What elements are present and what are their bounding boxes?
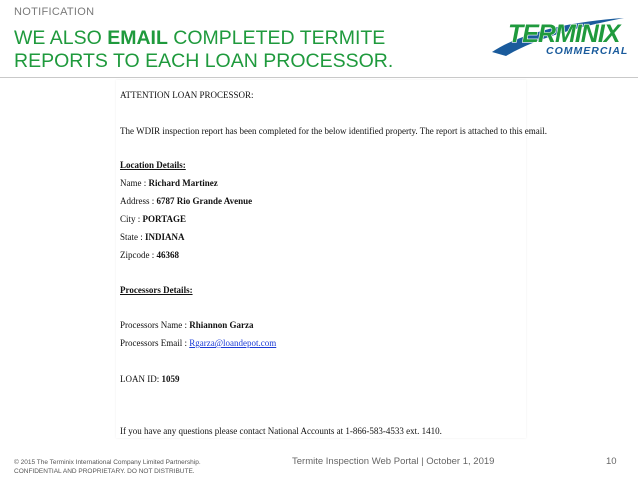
footer-legal [14,458,201,476]
location-address-value: 6787 Rio Grande Avenue [156,196,253,206]
logo-brand-text: TERMINIX [508,20,620,48]
terminix-commercial-logo [486,10,631,64]
location-address-label: Address : [120,196,157,206]
email-screenshot [116,80,547,438]
location-city-value: PORTAGE [142,214,187,224]
slide-headline [14,27,484,73]
loan-id-label: LOAN ID: [120,374,162,384]
location-zip-value: 46368 [156,250,179,260]
email-greeting: ATTENTION LOAN PROCESSOR: [120,90,254,100]
processor-details-heading: Processors Details: [120,285,193,295]
loan-id-row [120,374,180,384]
processor-email-row [120,338,276,348]
footer-confidential: CONFIDENTIAL AND PROPRIETARY. DO NOT DISTRIBUTE. [14,468,195,475]
email-closing: If you have any questions please contact National Accounts at 1-866-583-4533 ext. 1410. [120,426,442,436]
headline-suffix: COMPLETED TERMITE REPORTS TO EACH LOAN PROCESSOR. [14,27,394,72]
location-zip-label: Zipcode : [120,250,157,260]
location-state-label: State : [120,232,145,242]
location-zip-row [120,250,179,260]
processor-email-link[interactable]: Rgarza@loandepot.com [189,338,277,348]
section-label: NOTIFICATION [14,6,95,18]
header-divider [0,77,638,78]
logo-tagline-text: COMMERCIAL [546,45,629,57]
location-name-row [120,178,218,188]
page-number: 10 [606,456,617,467]
location-state-value: INDIANA [145,232,185,242]
footer-title: Termite Inspection Web Portal | October 1, 2019 [292,456,495,467]
location-address-row [120,196,252,206]
location-name-value: Richard Martinez [148,178,218,188]
location-name-label: Name : [120,178,149,188]
location-state-row [120,232,185,242]
processor-name-value: Rhiannon Garza [189,320,254,330]
headline-emphasis: EMAIL [107,27,168,49]
processor-email-label: Processors Email : [120,338,190,348]
processor-name-row [120,320,254,330]
location-city-row [120,214,186,224]
loan-id-value: 1059 [161,374,180,384]
processor-name-label: Processors Name : [120,320,190,330]
headline-prefix: WE ALSO [14,27,108,49]
location-city-label: City : [120,214,143,224]
email-intro: The WDIR inspection report has been completed for the below identified property. The report is attached to this email. [120,126,547,136]
location-details-heading: Location Details: [120,160,186,170]
footer-copyright: © 2015 The Terminix International Company Limited Partnership. [14,459,201,466]
